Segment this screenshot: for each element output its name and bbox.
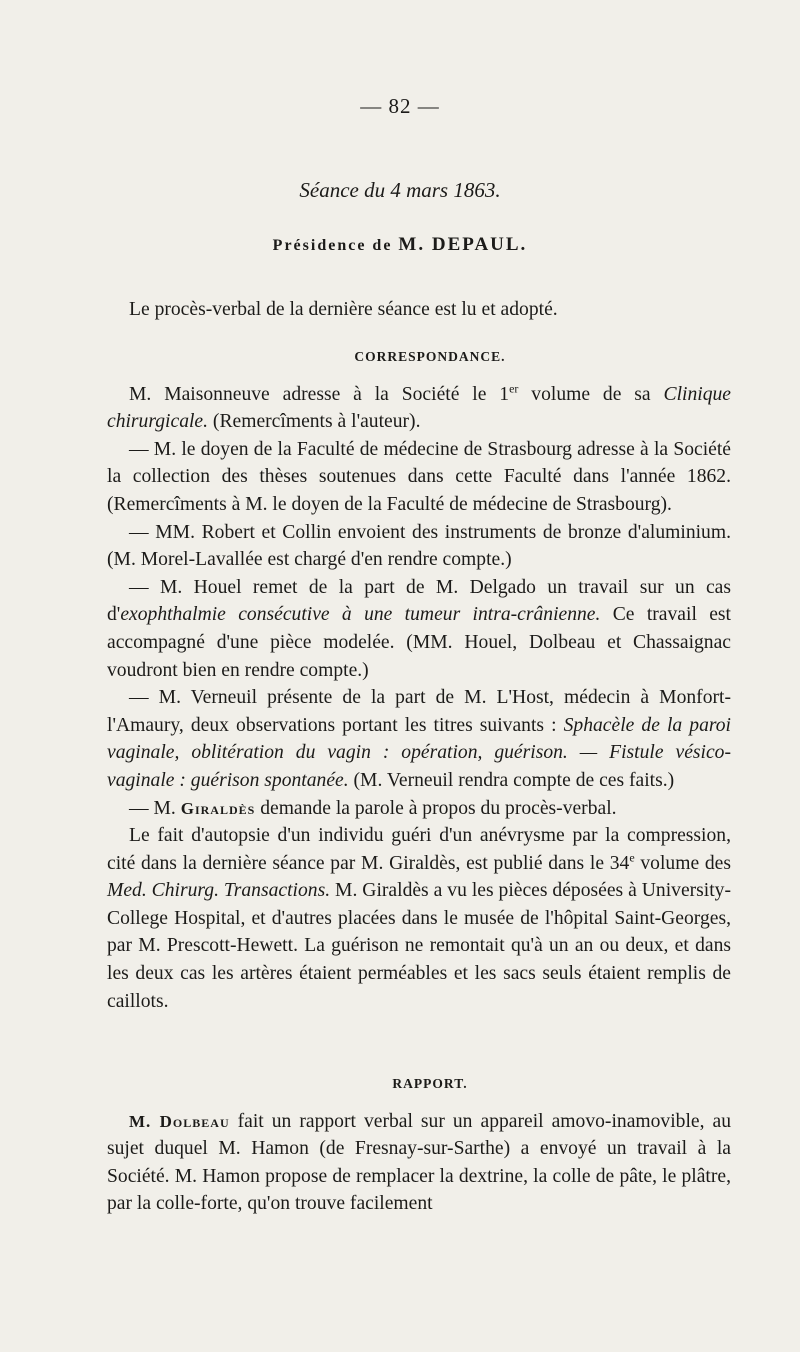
presidence-prefix: Présidence de — [272, 237, 399, 254]
correspondance-paragraph-7: Le fait d'autopsie d'un individu guéri d'un anévrysme par la compression, cité dans la dernière séance par M. Giraldès, est publié dans le 34e volume des Med. Chirurg. Transactions. M. Giraldès a vu les pièces déposées à University-College Hospital, et d'autres placées dans le musée de l'hôpital Saint-Georges, par M. Prescott-Hewett. La guérison ne remontait qu'à un an ou deux, et dans les deux cas les artères étaient perméables et les sacs seuls étaient remplis de caillots. — [107, 825, 731, 1012]
proces-verbal-paragraph: Le procès-verbal de la dernière séance est lu et adopté. — [129, 299, 558, 320]
rapport-paragraph-1: M. Dolbeau fait un rapport verbal sur un appareil amovo-inamovible, au sujet duquel M. Hamon (de Fresnay-sur-Sarthe) a envoyé un travail à la Société. M. Hamon propose de remplacer la dextrine, la colle de pâte, le plâtre, par la colle-forte, qu'on trouve facilement — [107, 1110, 732, 1215]
presidence-name: M. DEPAUL. — [398, 234, 528, 255]
correspondance-paragraph-6: — M. Giraldès demande la parole à propos du procès-verbal. — [129, 797, 617, 819]
rapport-heading: RAPPORT. — [392, 1076, 468, 1091]
correspondance-paragraph-1: M. Maisonneuve adresse à la Société le 1er volume de sa Clinique chirurgicale. (Remercîments à l'auteur). — [107, 381, 731, 433]
correspondance-paragraph-3: — MM. Robert et Collin envoient des instruments de bronze d'aluminium. (M. Morel-Lavallée est chargé d'en rendre compte.) — [107, 521, 731, 571]
presidence-line — [0, 234, 800, 256]
correspondance-paragraph-2: — M. le doyen de la Faculté de médecine de Strasbourg adresse à la Société la collection des thèses soutenues dans cette Faculté dans l'année 1862. (Remercîments à M. le doyen de la Faculté de médecine de Strasbourg). — [107, 438, 731, 515]
correspondance-section — [107, 343, 731, 1015]
rapport-section — [107, 1070, 731, 1218]
page-number: — 82 — — [360, 94, 440, 118]
correspondance-paragraph-4: — M. Houel remet de la part de M. Delgado un travail sur un cas d'exophthalmie consécutive à une tumeur intra-crânienne. Ce travail est accompagné d'une pièce modelée. (MM. Houel, Dolbeau et Chassaignac voudront bien en rendre compte.) — [107, 576, 731, 681]
seance-title: Séance du 4 mars 1863. — [299, 178, 501, 202]
correspondance-paragraph-5: — M. Verneuil présente de la part de M. L'Host, médecin à Monfort-l'Amaury, deux observations portant les titres suivants : Sphacèle de la paroi vaginale, oblitération du vagin : opération, guérison. — Fistule vésico-vaginale : guérison spontanée. (M. Verneuil rendra compte de ces faits.) — [107, 687, 732, 791]
body-block-1 — [107, 296, 731, 324]
correspondance-heading: CORRESPONDANCE. — [354, 349, 506, 364]
